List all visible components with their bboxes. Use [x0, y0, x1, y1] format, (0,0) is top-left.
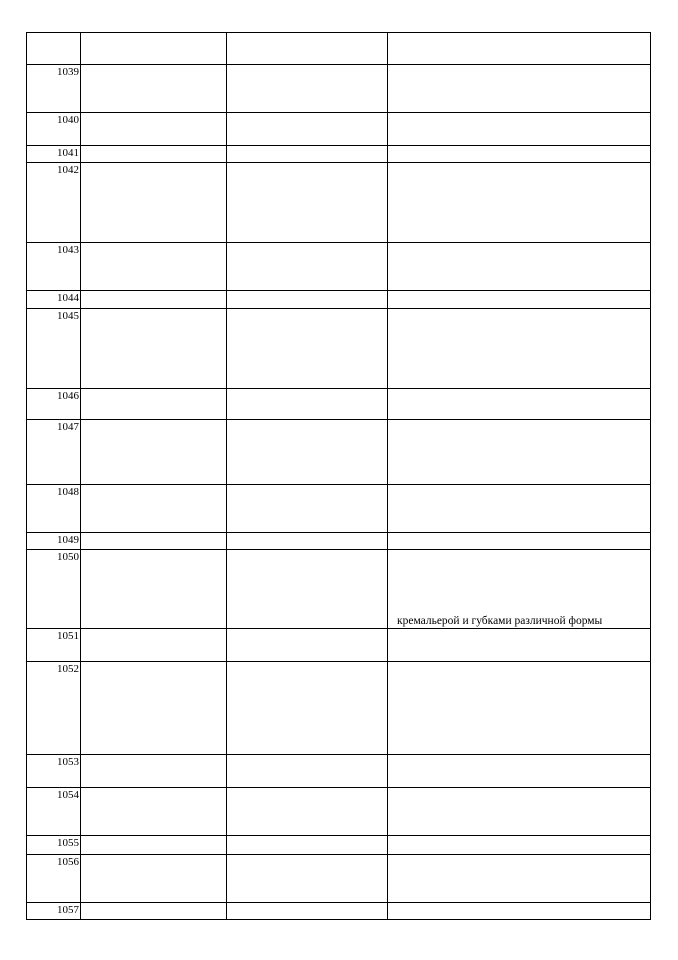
row-number-cell: 1056	[26, 854, 81, 903]
column-2-cell	[226, 64, 388, 113]
column-1-cell	[80, 854, 227, 903]
column-2-cell	[226, 835, 388, 855]
column-1-cell	[80, 32, 227, 65]
row-number-cell: 1055	[26, 835, 81, 855]
column-3-cell: кремальерой и губками различной формы	[387, 549, 651, 629]
row-number-cell: 1050	[26, 549, 81, 629]
column-2-cell	[226, 308, 388, 389]
column-3-cell	[387, 32, 651, 65]
column-1-cell	[80, 484, 227, 533]
column-1-cell	[80, 64, 227, 113]
column-2-cell	[226, 532, 388, 550]
column-3-cell	[387, 532, 651, 550]
row-number-cell: 1039	[26, 64, 81, 113]
column-2-cell	[226, 549, 388, 629]
column-3-cell	[387, 145, 651, 163]
row-number-cell: 1048	[26, 484, 81, 533]
column-1-cell	[80, 290, 227, 309]
column-1-cell	[80, 628, 227, 662]
row-number-cell: 1043	[26, 242, 81, 291]
row-number-cell: 1057	[26, 902, 81, 920]
column-2-cell	[226, 32, 388, 65]
column-1-cell	[80, 112, 227, 146]
column-3-cell	[387, 308, 651, 389]
column-2-cell	[226, 290, 388, 309]
column-1-cell	[80, 532, 227, 550]
row-number-cell: 1051	[26, 628, 81, 662]
column-3-cell	[387, 661, 651, 755]
row-number-cell: 1054	[26, 787, 81, 836]
column-2-cell	[226, 902, 388, 920]
column-2-cell	[226, 754, 388, 788]
column-2-cell	[226, 787, 388, 836]
column-1-cell	[80, 787, 227, 836]
column-2-cell	[226, 162, 388, 243]
column-3-cell	[387, 902, 651, 920]
column-2-cell	[226, 145, 388, 163]
row-number-cell: 1045	[26, 308, 81, 389]
row-number-cell: 1052	[26, 661, 81, 755]
column-2-cell	[226, 484, 388, 533]
column-3-cell	[387, 112, 651, 146]
column-2-cell	[226, 388, 388, 420]
row-number-cell: 1049	[26, 532, 81, 550]
row-number-cell	[26, 32, 81, 65]
row-number-cell: 1042	[26, 162, 81, 243]
column-1-cell	[80, 388, 227, 420]
column-3-cell	[387, 787, 651, 836]
column-2-cell	[226, 112, 388, 146]
column-1-cell	[80, 308, 227, 389]
row-number-cell: 1053	[26, 754, 81, 788]
row-number-cell: 1040	[26, 112, 81, 146]
column-1-cell	[80, 242, 227, 291]
column-1-cell	[80, 549, 227, 629]
row-number-cell: 1044	[26, 290, 81, 309]
column-2-cell	[226, 854, 388, 903]
column-3-cell	[387, 64, 651, 113]
column-3-cell	[387, 754, 651, 788]
column-3-cell	[387, 484, 651, 533]
column-3-cell	[387, 419, 651, 485]
column-1-cell	[80, 419, 227, 485]
column-3-cell	[387, 628, 651, 662]
column-1-cell	[80, 145, 227, 163]
row-number-cell: 1041	[26, 145, 81, 163]
column-3-cell	[387, 242, 651, 291]
column-3-cell	[387, 290, 651, 309]
document-table	[26, 32, 651, 920]
row-number-cell: 1047	[26, 419, 81, 485]
column-3-cell	[387, 162, 651, 243]
column-1-cell	[80, 902, 227, 920]
column-1-cell	[80, 835, 227, 855]
column-1-cell	[80, 162, 227, 243]
column-3-cell	[387, 835, 651, 855]
column-2-cell	[226, 242, 388, 291]
column-3-cell	[387, 854, 651, 903]
column-2-cell	[226, 419, 388, 485]
column-2-cell	[226, 628, 388, 662]
column-2-cell	[226, 661, 388, 755]
column-3-cell	[387, 388, 651, 420]
column-1-cell	[80, 661, 227, 755]
column-1-cell	[80, 754, 227, 788]
row-number-cell: 1046	[26, 388, 81, 420]
